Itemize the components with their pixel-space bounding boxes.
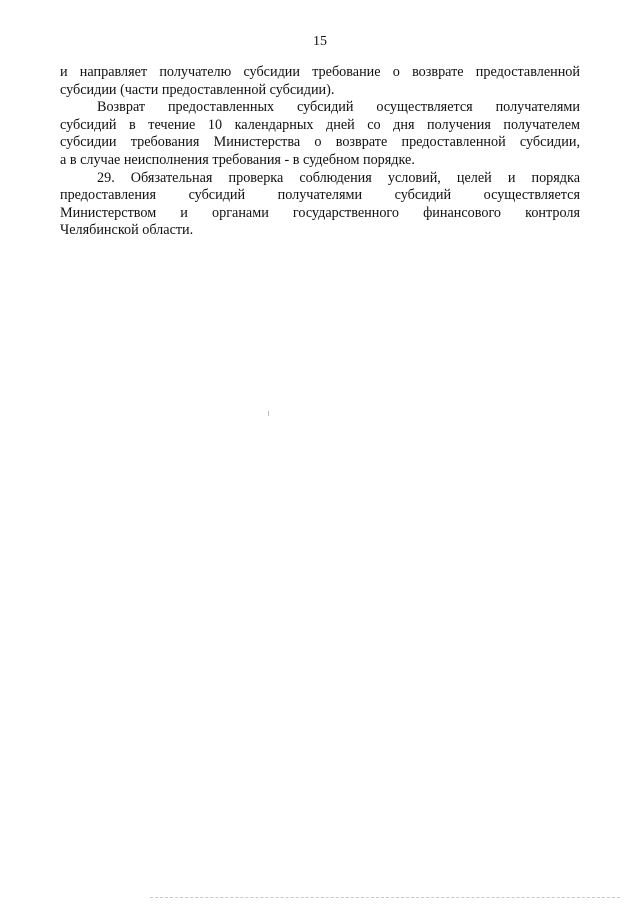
scan-artifact [268,411,269,416]
paragraph-start-line: Возврат предоставленных субсидий осуществляется получателями [97,99,580,116]
text-line: субсидий в течение 10 календарных дней со дня получения получателем [60,116,580,133]
text-line: Министерством и органами государственного финансового контроля [60,204,580,221]
text-line: Челябинской области. [60,222,194,239]
document-body [60,64,580,240]
paragraph-start-line: 29. Обязательная проверка соблюдения условий, целей и порядка [97,169,580,186]
scan-footer-line [150,897,620,900]
text-line: субсидии требования Министерства о возврате предоставленной субсидии, [60,134,580,151]
text-line: и направляет получателю субсидии требование о возврате предоставленной [60,64,580,80]
text-line: субсидии (части предоставленной субсидии). [60,81,335,98]
page-number: 15 [313,34,327,49]
text-line: а в случае неисполнения требования - в судебном порядке. [60,151,415,168]
text-line: предоставления субсидий получателями субсидий осуществляется [60,187,580,204]
